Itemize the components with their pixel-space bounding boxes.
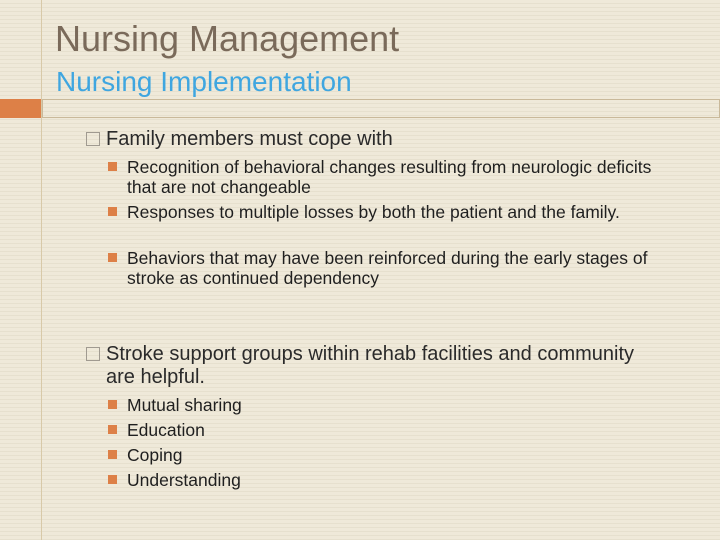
slide-title: Nursing Management (55, 18, 400, 59)
sub-bullet-text: Mutual sharing (127, 395, 242, 415)
square-bullet-icon (108, 400, 117, 409)
bullet-text: Stroke support groups within rehab facilities and community are helpful. (106, 343, 635, 388)
left-margin-rule (41, 0, 42, 540)
square-bullet-icon (108, 450, 117, 459)
sub-bullet-responses (108, 202, 668, 222)
sub-bullet-understanding (108, 470, 668, 490)
sub-bullet-text: Behaviors that may have been reinforced during the early stages of stroke as continued dependency (127, 248, 648, 288)
square-bullet-icon (108, 162, 117, 171)
square-bullet-icon (108, 425, 117, 434)
sub-bullet-text: Recognition of behavioral changes resulting from neurologic deficits that are not changeable (127, 157, 652, 197)
sub-bullet-text: Coping (127, 445, 183, 465)
accent-block (0, 99, 41, 118)
square-bullet-icon (108, 475, 117, 484)
bullet-text: Family members must cope with (106, 128, 393, 150)
sub-bullet-mutual-sharing (108, 395, 668, 415)
square-bullet-icon (108, 253, 117, 262)
bullet-family-members (86, 128, 646, 151)
square-bullet-icon (108, 207, 117, 216)
sub-bullet-coping (108, 445, 668, 465)
hollow-square-bullet-icon (86, 132, 100, 146)
sub-bullet-text: Understanding (127, 470, 241, 490)
slide-subtitle: Nursing Implementation (56, 66, 352, 97)
sub-bullet-education (108, 420, 668, 440)
header-rule-bar (42, 99, 720, 118)
sub-bullet-recognition (108, 157, 668, 197)
bullet-support-groups (86, 343, 646, 389)
hollow-square-bullet-icon (86, 347, 100, 361)
sub-bullet-behaviors (108, 248, 668, 288)
sub-bullet-text: Responses to multiple losses by both the patient and the family. (127, 202, 620, 222)
sub-bullet-text: Education (127, 420, 205, 440)
